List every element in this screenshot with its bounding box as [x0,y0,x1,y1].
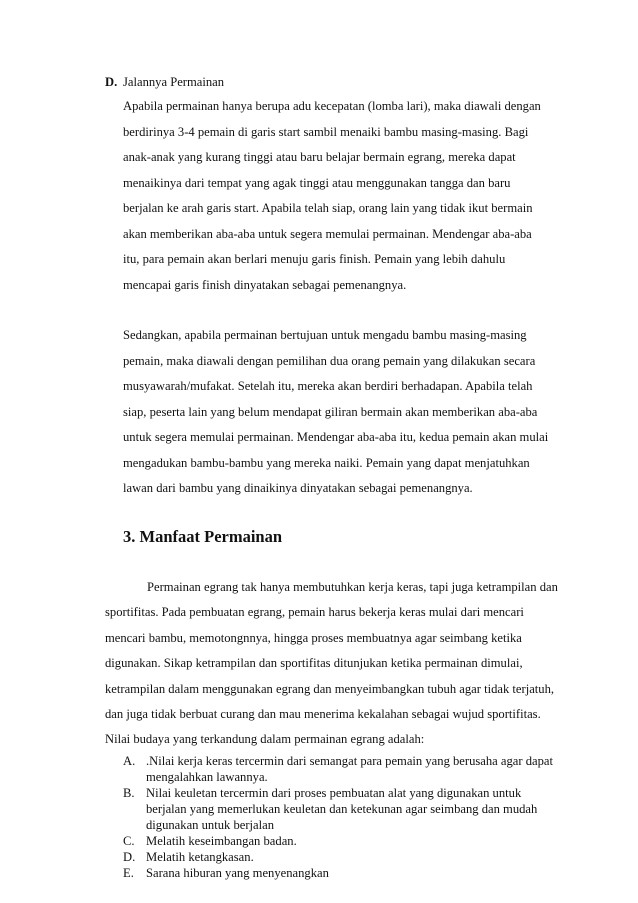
paragraph-line: sportifitas. Pada pembuatan egrang, pemain harus bekerja keras mulai dari mencari [105,605,524,619]
paragraph-line: mencapai garis finish dinyatakan sebagai pemenangnya. [123,278,407,292]
list-item-line: Melatih keseimbangan badan. [146,834,297,848]
list-item-marker: E. [123,866,134,880]
paragraph-line: untuk segera memulai permainan. Mendengar aba-aba itu, kedua pemain akan mulai [123,430,549,444]
list-item-line: Nilai keuletan tercermin dari proses pembuatan alat yang digunakan untuk [146,786,522,800]
paragraph-line: menaikinya dari tempat yang agak tinggi atau menggunakan tangga dan baru [123,176,511,190]
paragraph-line: Nilai budaya yang terkandung dalam permainan egrang adalah: [105,732,425,746]
paragraph-line: Permainan egrang tak hanya membutuhkan kerja keras, tapi juga ketrampilan dan [147,580,558,594]
section-heading: 3. Manfaat Permainan [123,527,283,546]
list-item-marker: C. [123,834,135,848]
list-item-marker: D. [123,850,136,864]
paragraph-line: berjalan ke arah garis start. Apabila telah siap, orang lain yang tidak ikut bermain [123,201,533,215]
paragraph-line: itu, para pemain akan berlari menuju garis finish. Pemain yang lebih dahulu [123,252,506,266]
list-item-marker: B. [123,786,135,800]
paragraph-line: lawan dari bambu yang dinaikinya dinyatakan sebagai pemenangnya. [123,481,473,495]
paragraph-line: mengadukan bambu-bambu yang mereka naiki. Pemain yang dapat menjatuhkan [123,456,530,470]
list-item-line: Melatih ketangkasan. [146,850,254,864]
paragraph-line: pemain, maka diawali dengan pemilihan dua orang pemain yang dilakukan secara [123,354,536,368]
paragraph-line: Sedangkan, apabila permainan bertujuan untuk mengadu bambu masing-masing [123,328,527,342]
list-item-line: Sarana hiburan yang menyenangkan [146,866,329,880]
section-letter: D. [105,75,118,89]
paragraph-line: akan memberikan aba-aba untuk segera memulai permainan. Mendengar aba-aba [123,227,532,241]
list-item-line: .Nilai kerja keras tercermin dari semangat para pemain yang berusaha agar dapat [146,754,554,768]
paragraph-line: ketrampilan dalam menggunakan egrang dan menyeimbangkan tubuh agar tidak terjatuh, [105,682,555,696]
list-item-line: mengalahkan lawannya. [146,770,268,784]
section-title: Jalannya Permainan [123,75,225,89]
list-item-line: digunakan untuk berjalan [146,818,274,832]
paragraph-line: musyawarah/mufakat. Setelah itu, mereka akan berdiri berhadapan. Apabila telah [123,379,533,393]
paragraph-line: anak-anak yang kurang tinggi atau baru belajar bermain egrang, mereka dapat [123,150,516,164]
list-item-marker: A. [123,754,136,768]
paragraph-line: digunakan. Sikap ketrampilan dan sportifitas ditunjukan ketika permainan dimulai, [105,656,523,670]
paragraph-line: mencari bambu, memotongnnya, hingga proses membuatnya agar seimbang ketika [105,631,522,645]
paragraph-line: Apabila permainan hanya berupa adu kecepatan (lomba lari), maka diawali dengan [123,99,541,113]
paragraph-line: berdirinya 3-4 pemain di garis start sambil menaiki bambu masing-masing. Bagi [123,125,529,139]
paragraph-line: siap, peserta lain yang belum mendapat giliran bermain akan memberikan aba-aba [123,405,538,419]
paragraph-line: dan juga tidak berbuat curang dan mau menerima kekalahan sebagai wujud sportifitas. [105,707,541,721]
list-item-line: berjalan yang memerlukan keuletan dan ketekunan agar seimbang dan mudah [146,802,538,816]
